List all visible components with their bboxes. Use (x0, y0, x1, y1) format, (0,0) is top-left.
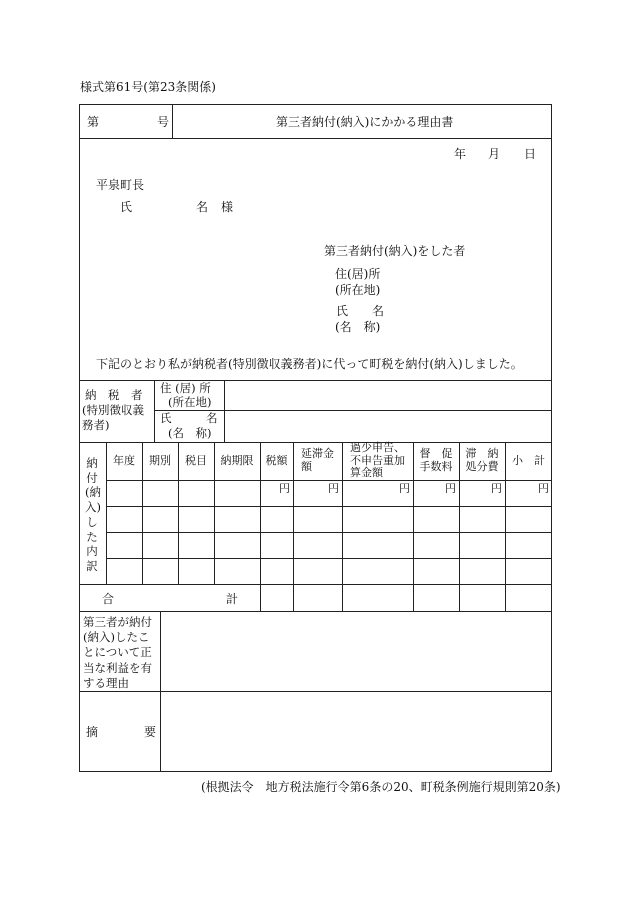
breakdown-cell[interactable] (506, 533, 551, 557)
breakdown-cell[interactable] (506, 559, 551, 583)
column-header-text: 処分費 (465, 460, 499, 473)
breakdown-cell[interactable] (261, 559, 292, 583)
reason-label-line: (納入)したこ (83, 630, 150, 645)
unit-yen: 円 (279, 482, 290, 495)
breakdown-side-label: 納付(納入)した内訳 (85, 456, 101, 574)
payer-name-sublabel: (名 称) (335, 320, 381, 334)
breakdown-cell[interactable] (179, 507, 213, 531)
breakdown-cell[interactable] (215, 533, 259, 557)
breakdown-cell[interactable] (261, 533, 292, 557)
column-header-text: 小 計 (512, 453, 545, 467)
column-header (107, 443, 141, 479)
breakdown-cell[interactable] (294, 533, 341, 557)
column-header (215, 443, 259, 479)
breakdown-cell[interactable] (460, 533, 504, 557)
reason-label (83, 615, 152, 691)
breakdown-cell[interactable] (107, 481, 141, 505)
taxpayer-address-label: 住 (居) 所 (160, 381, 211, 395)
name-label-2: 名 (196, 200, 209, 214)
column-header (343, 443, 412, 479)
column-header-text: 納期限 (220, 453, 254, 467)
payer-name-label: 氏 名 (336, 304, 385, 318)
reason-label-line: とについて正 (83, 645, 152, 660)
breakdown-cell[interactable] (179, 481, 213, 505)
breakdown-cell[interactable] (179, 559, 213, 583)
breakdown-cell[interactable] (107, 507, 141, 531)
breakdown-cell[interactable] (414, 481, 458, 505)
total-label-2: 計 (226, 592, 239, 606)
breakdown-cell[interactable] (261, 481, 292, 505)
date-month: 月 (488, 147, 501, 161)
reason-label-line: する理由 (83, 675, 129, 690)
breakdown-cell[interactable] (294, 559, 341, 583)
total-cell[interactable] (294, 585, 341, 610)
column-header (414, 443, 458, 479)
breakdown-cell[interactable] (294, 481, 341, 505)
unit-yen: 円 (491, 482, 502, 495)
breakdown-cell[interactable] (215, 481, 259, 505)
date-year: 年 (454, 147, 467, 161)
breakdown-cell[interactable] (343, 507, 412, 531)
breakdown-cell[interactable] (143, 533, 177, 557)
taxpayer-name-sublabel: (名 称) (168, 426, 212, 440)
remarks-label-2: 要 (144, 725, 157, 739)
reason-label-line: 当な利益を有 (83, 660, 152, 675)
number-prefix: 第 (87, 115, 100, 129)
column-header (143, 443, 177, 479)
breakdown-cell[interactable] (294, 507, 341, 531)
taxpayer-name-label: 氏 名 (160, 411, 218, 425)
taxpayer-address-value[interactable] (225, 381, 551, 410)
payer-heading: 第三者納付(納入)をした者 (324, 244, 466, 258)
column-header-text: 督 促 (419, 447, 453, 461)
column-header-text: 年度 (113, 453, 135, 467)
breakdown-cell[interactable] (506, 507, 551, 531)
breakdown-cell[interactable] (506, 481, 551, 505)
unit-yen: 円 (445, 482, 456, 495)
breakdown-cell[interactable] (414, 507, 458, 531)
column-header-text: 滞 納 (465, 447, 499, 461)
breakdown-cell[interactable] (261, 507, 292, 531)
breakdown-cell[interactable] (343, 559, 412, 583)
breakdown-cell[interactable] (460, 481, 504, 505)
breakdown-cell[interactable] (460, 507, 504, 531)
reason-value[interactable] (161, 612, 551, 690)
total-cell[interactable] (343, 585, 412, 610)
total-cell[interactable] (506, 585, 551, 610)
column-header-text: 税額 (265, 453, 288, 467)
payer-address-sublabel: (所在地) (335, 283, 381, 297)
footer-legal-basis: (根拠法令 地方税法施行令第6条の20、町税条例施行規則第20条) (201, 780, 561, 794)
breakdown-cell[interactable] (107, 533, 141, 557)
statement: 下記のとおり私が納税者(特別徴収義務者)に代って町税を納付(納入)しました。 (96, 357, 523, 371)
date-day: 日 (524, 147, 537, 161)
breakdown-cell[interactable] (414, 533, 458, 557)
column-header (460, 443, 504, 479)
taxpayer-address-sublabel: (所在地) (168, 395, 212, 409)
remarks-value[interactable] (161, 692, 551, 771)
reason-label-line: 第三者が納付 (83, 615, 152, 629)
column-header-text: 手数料 (419, 460, 453, 473)
breakdown-cell[interactable] (143, 481, 177, 505)
remarks-label-1: 摘 (86, 725, 99, 739)
column-header-text: 不申告重加 (350, 453, 405, 467)
total-cell[interactable] (460, 585, 504, 610)
breakdown-cell[interactable] (179, 533, 213, 557)
breakdown-cell[interactable] (215, 507, 259, 531)
column-header (179, 443, 213, 479)
unit-yen: 円 (538, 482, 549, 495)
taxpayer-label-2: (特別徴収義 (82, 403, 144, 417)
document-title: 第三者納付(納入)にかかる理由書 (276, 115, 454, 129)
column-header (294, 443, 341, 479)
unit-yen: 円 (328, 482, 339, 495)
breakdown-cell[interactable] (414, 559, 458, 583)
honorific: 様 (221, 200, 234, 214)
column-header (261, 443, 292, 479)
column-header-text: 期別 (149, 453, 171, 467)
taxpayer-label-1: 納 税 者 (85, 388, 143, 402)
number-suffix: 号 (157, 115, 170, 129)
column-header (506, 443, 551, 479)
total-cell[interactable] (414, 585, 458, 610)
column-header-text: 額 (301, 460, 312, 473)
column-header-text: 過少申告、 (350, 441, 405, 455)
breakdown-cell[interactable] (215, 559, 259, 583)
unit-yen: 円 (399, 482, 410, 495)
taxpayer-name-value[interactable] (225, 411, 551, 442)
total-cell[interactable] (261, 585, 292, 610)
breakdown-cell[interactable] (143, 507, 177, 531)
breakdown-cell[interactable] (107, 559, 141, 583)
breakdown-cell[interactable] (460, 559, 504, 583)
name-label-1: 氏 (120, 200, 133, 214)
addressee: 平泉町長 (96, 178, 145, 192)
breakdown-cell[interactable] (343, 533, 412, 557)
column-header-text: 税目 (185, 453, 207, 467)
taxpayer-label-3: 務者) (82, 418, 110, 432)
column-header-text: 算金額 (350, 466, 383, 480)
breakdown-cell[interactable] (143, 559, 177, 583)
column-header-text: 延滞金 (301, 447, 334, 461)
payer-address-label: 住(居)所 (335, 267, 381, 281)
form-label: 様式第61号(第23条関係) (80, 80, 216, 94)
breakdown-cell[interactable] (343, 481, 412, 505)
total-label-1: 合 (102, 592, 115, 606)
